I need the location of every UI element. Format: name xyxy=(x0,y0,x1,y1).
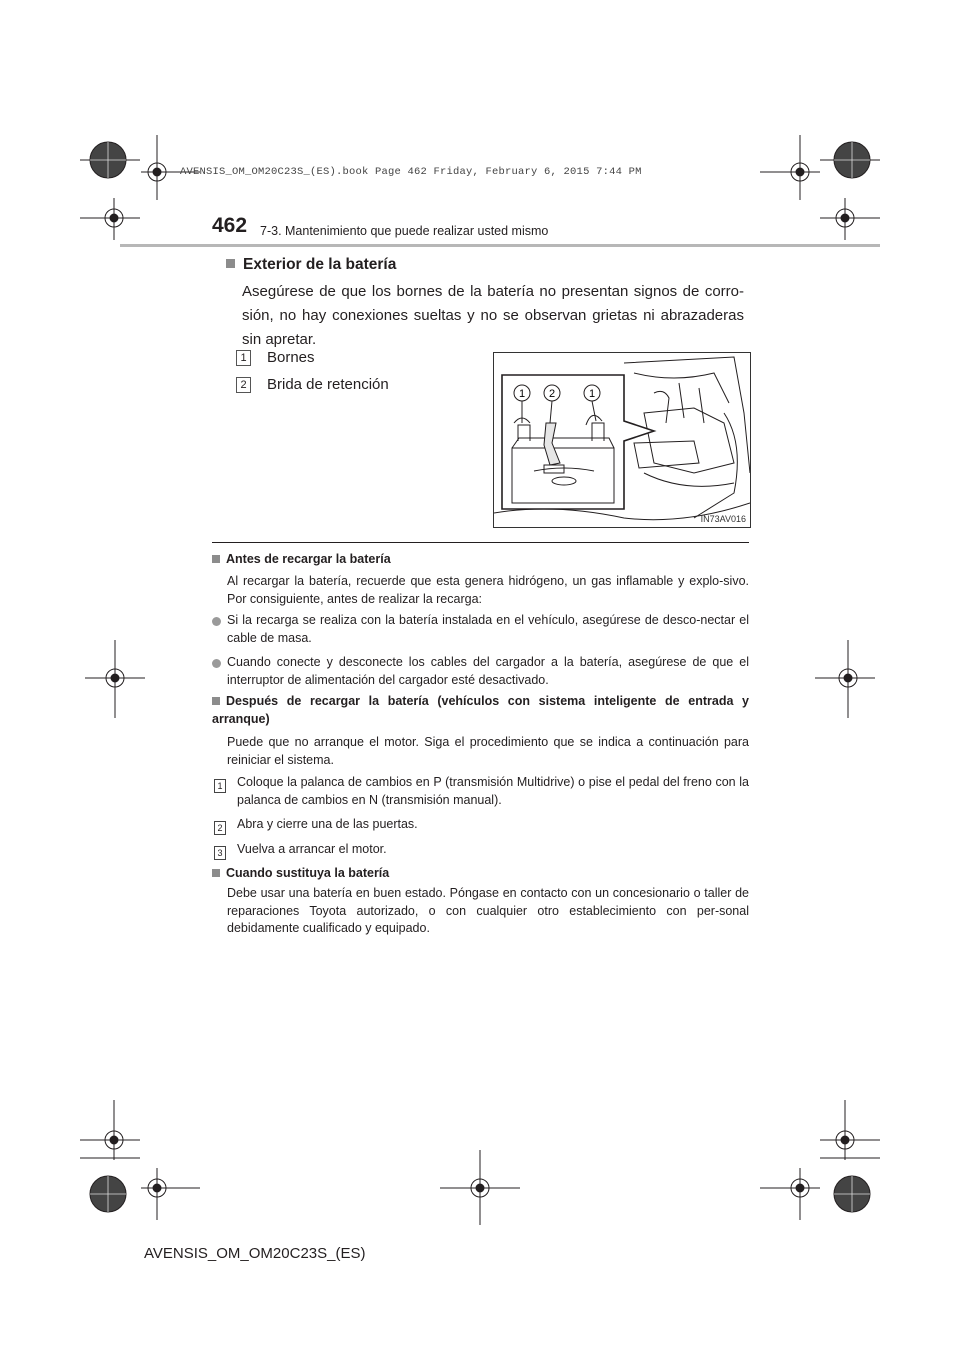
header-rule xyxy=(120,244,880,247)
antes-bullet-1: Si la recarga se realiza con la batería instalada en el vehículo, asegúrese de desco-nectar el cable de masa. xyxy=(227,613,749,645)
step-1-badge: 1 xyxy=(214,776,226,794)
battery-illustration xyxy=(493,352,751,528)
step-2-badge: 2 xyxy=(214,818,226,836)
square-bullet-icon xyxy=(212,697,220,705)
sustituya-heading: Cuando sustituya la batería xyxy=(212,865,389,883)
despues-body: Puede que no arranque el motor. Siga el procedimiento que se indica a continuación para reiniciar el sistema. xyxy=(227,735,749,767)
antes-bullet-2: Cuando conecte y desconecte los cables del cargador a la batería, asegúrese de que el interruptor de alimentación del cargador esté desactivado. xyxy=(227,655,749,687)
callout-1-left: 1 xyxy=(518,388,526,400)
sustituya-body: Debe usar una batería en buen estado. Póngase en contacto con un concesionario o taller de reparaciones Toyota autorizado, o con cualquier otro establecimiento con per-sonal debidamente cualificado y equipado. xyxy=(227,886,749,935)
callout-1-right: 1 xyxy=(588,388,596,400)
exterior-body: Asegúrese de que los bornes de la batería no presentan signos de corro-sión, no hay conexiones sueltas y no se observan grietas ni abrazaderas sin apretar. xyxy=(242,283,744,348)
exterior-heading: Exterior de la batería xyxy=(226,256,396,274)
footer-code: AVENSIS_OM_OM20C23S_(ES) xyxy=(144,1245,366,1262)
step-3-text: Vuelva a arrancar el motor. xyxy=(237,842,387,856)
legend-item-1: 1 Bornes xyxy=(236,349,315,366)
square-bullet-icon xyxy=(212,555,220,563)
bullet-dot-icon xyxy=(212,656,227,674)
antes-heading: Antes de recargar la batería xyxy=(212,551,391,569)
book-info-line: AVENSIS_OM_OM20C23S_(ES).book Page 462 Friday, February 6, 2015 7:44 PM xyxy=(180,166,642,178)
step-2-text: Abra y cierre una de las puertas. xyxy=(237,817,418,831)
antes-body: Al recargar la batería, recuerde que esta genera hidrógeno, un gas inflamable y explo-sivo. Por consiguiente, antes de realizar la recarga: xyxy=(227,574,749,606)
page-number: 462 xyxy=(212,214,248,237)
engine-bay-drawing xyxy=(494,353,750,527)
square-bullet-icon xyxy=(212,869,220,877)
bullet-dot-icon xyxy=(212,614,227,632)
callout-2: 2 xyxy=(548,388,556,400)
step-3-badge: 3 xyxy=(214,843,226,861)
figure-code: IN73AV016 xyxy=(700,514,746,524)
section-title: 7-3. Mantenimiento que puede realizar usted mismo xyxy=(260,224,549,238)
legend-item-2: 2 Brida de retención xyxy=(236,376,389,393)
despues-heading: Después de recargar la batería (vehículos con sistema inteligente de entrada y arranque) xyxy=(212,694,749,726)
square-bullet-icon xyxy=(226,259,235,268)
section-divider xyxy=(212,542,749,543)
step-1-text: Coloque la palanca de cambios en P (transmisión Multidrive) o pise el pedal del freno con la palanca de cambios en N (transmisión manual). xyxy=(237,775,749,807)
